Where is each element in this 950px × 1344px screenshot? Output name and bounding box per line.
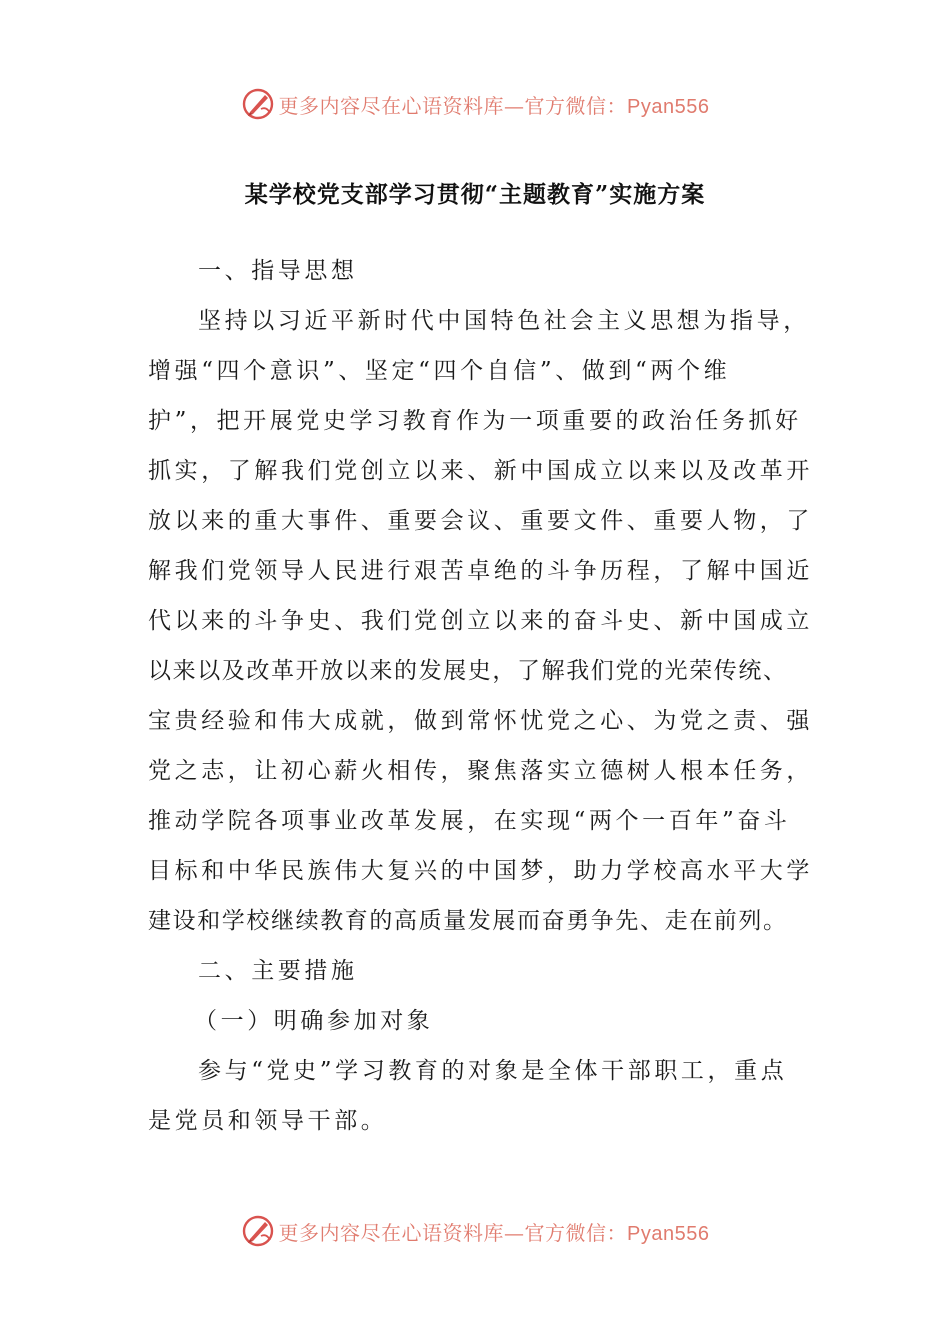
header-watermark-banner [0,84,950,124]
paragraph-line: 增强“四个意识”、坚定“四个自信”、做到“两个维 [148,358,731,384]
paragraph-line: 护”，把开展党史学习教育作为一项重要的政治任务抓好 [148,408,802,434]
section-heading-2: 二、主要措施 [198,958,358,984]
quill-logo-icon [241,87,275,121]
paragraph-line: 坚持以习近平新时代中国特色社会主义思想为指导， [198,308,810,334]
banner-text: 更多内容尽在心语资料库—官方微信：Pyan556 [278,93,710,118]
quill-logo-icon [241,1214,275,1248]
paragraph-line: 宝贵经验和伟大成就，做到常怀忧党之心、为党之责、强 [148,708,813,734]
paragraph-line: 抓实，了解我们党创立以来、新中国成立以来以及改革开 [148,458,813,484]
paragraph-line: 以来以及改革开放以来的发展史，了解我们党的光荣传统、 [148,658,788,684]
paragraph-line: 建设和学校继续教育的高质量发展而奋勇争先、走在前列。 [148,908,788,934]
paragraph-line: 代以来的斗争史、我们党创立以来的奋斗史、新中国成立 [148,608,813,634]
document-title: 某学校党支部学习贯彻“主题教育”实施方案 [244,181,706,208]
paragraph-line: 推动学院各项事业改革发展，在实现“两个一百年”奋斗 [148,808,791,834]
document-body [148,246,813,1146]
subsection-heading: （一）明确参加对象 [194,1008,434,1034]
paragraph-line: 参与“党史”学习教育的对象是全体干部职工，重点 [198,1058,788,1084]
paragraph-line: 党之志，让初心薪火相传，聚焦落实立德树人根本任务， [148,758,813,784]
section-heading-1: 一、指导思想 [198,258,358,284]
banner-wechat-id: Pyan556 [627,1222,710,1245]
paragraph-line: 放以来的重大事件、重要会议、重要文件、重要人物，了 [148,508,813,534]
paragraph-line: 解我们党领导人民进行艰苦卓绝的斗争历程，了解中国近 [148,558,813,584]
banner-text: 更多内容尽在心语资料库—官方微信：Pyan556 [278,1220,710,1245]
paragraph-line: 目标和中华民族伟大复兴的中国梦，助力学校高水平大学 [148,858,813,884]
paragraph-line: 是党员和领导干部。 [148,1108,388,1134]
banner-wechat-id: Pyan556 [627,95,710,118]
footer-watermark-banner [0,1211,950,1251]
